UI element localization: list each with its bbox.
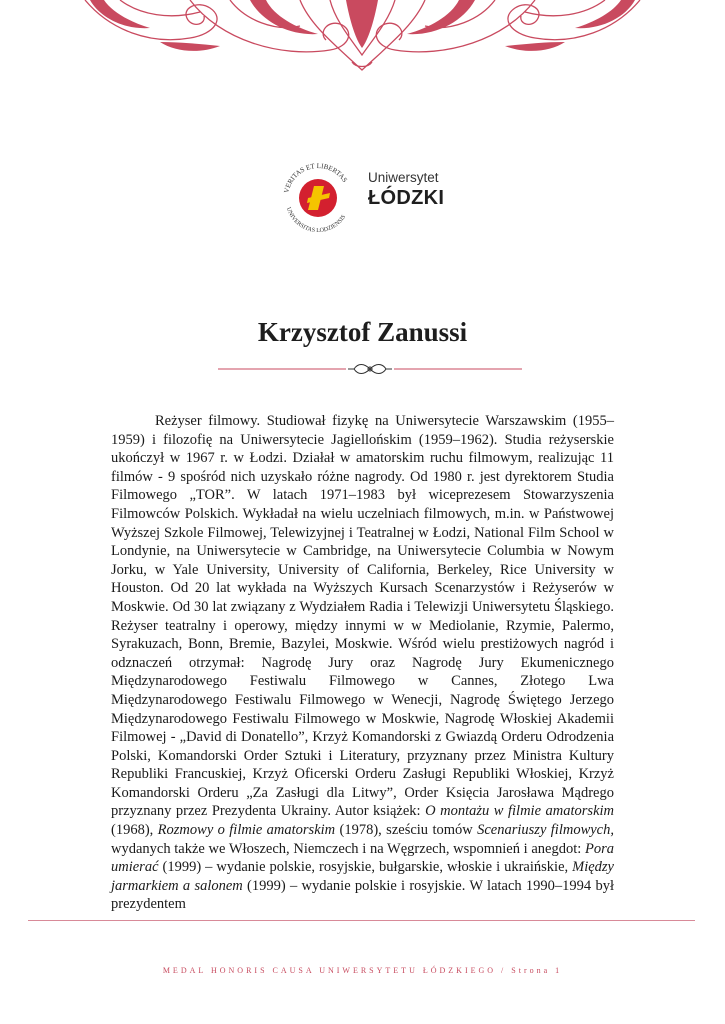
title-divider xyxy=(218,361,522,377)
logo-university-word: Uniwersytet xyxy=(368,170,439,185)
svg-text:UNIVERSITAS LODZIENSIS: UNIVERSITAS LODZIENSIS xyxy=(285,206,348,232)
book-title: Pora umierać xyxy=(111,840,614,876)
book-title: O montażu w filmie amatorskim xyxy=(425,803,615,820)
body-seg: (1978), sześciu tomów xyxy=(335,822,478,839)
footer-divider xyxy=(28,920,695,921)
page-title: Krzysztof Zanussi xyxy=(257,317,468,347)
page-footer: MEDAL HONORIS CAUSA UNIWERSYTETU ŁÓDZKIEGO / Strona 1 xyxy=(162,966,563,975)
body-seg: (1999) – wydanie polskie i rosyjskie. W latach 1990–1994 był prezydentem xyxy=(111,877,614,913)
biography-paragraph xyxy=(111,412,614,914)
university-logo xyxy=(278,160,458,232)
logo-city-word: ŁÓDZKI xyxy=(368,187,445,209)
book-title: Scenariuszy filmowych, xyxy=(477,822,614,839)
body-seg: Reżyser filmowy. Studiował fizykę na Uniwersytecie Warszawskim (1955–1959) i filozofię na Uniwersytecie Jagiellońskim (1959–1962). Studia reżyserskie ukończył w 1967 r. w Łodzi. Działał w amatorskim ruchu filmowym, realizując 11 filmów - 9 spośród nich uzyskało różne nagrody. Od 1980 r. jest dyrektorem Studia Filmowego „TOR”. W latach 1971–1983 był wiceprezesem Stowarzyszenia Filmowców Polskich. Wykładał na wielu uczelniach filmowych, m.in. w Państwowej Wyższej Szkole Filmowej, Telewizyjnej i Teatralnej w Łodzi, National Film School w Londynie, na Uniwersytecie w Cambridge, na Uniwersytecie Columbia w Nowym Jorku, w Yale University, University of California, Berkeley, Rice University w Houston. Od 20 lat wykłada na Wyższych Kursach Scenarzystów i Reżyserów w Moskwie. Od 30 lat związany z Wydziałem Radia i Telewizji Uniwersytetu Śląskiego. Reżyser teatralny i operowy, między innymi w w Mediolanie, Rzymie, Palermo, Syrakuzach, Bonn, Bremie, Bazylei, Moskwie. Wśród wielu prestiżowych nagród i odznaczeń otrzymał: Nagrodę Jury oraz Nagrodę Jury Ekumenicznego Międzynarodowego Festiwalu Filmowego w Cannes, Złotego Lwa Międzynarodowego Festiwalu Filmowego w Wenecji, Nagrodę Świętego Jerzego Międzynarodowego Festiwalu Filmowego w Moskwie, Nagrodę Włoskiej Akademii Filmowej - „David di Donatello”, Krzyż Komandorski z Gwiazdą Orderu Odrodzenia Polski, Komandorski Order Sztuki i Literatury, przyznany przez Ministra Kultury Republiki Francuskiej, Krzyż Oficerski Orderu Zasługi Republiki Włoskiej, Krzyż Komandorski Orderu „Za Zasługi dla Litwy”, Order Księcia Jarosława Mądrego przyznany przez Prezydenta Ukrainy. Autor książek: xyxy=(111,413,614,820)
biography-text xyxy=(111,412,614,914)
book-title: Między jarmarkiem a salonem xyxy=(111,859,614,894)
book-title: Rozmowy o filmie amatorskim xyxy=(157,822,336,839)
top-ornament xyxy=(0,0,725,75)
university-seal-icon xyxy=(278,160,358,232)
body-seg: wydanych także we Włoszech, Niemczech i na Węgrzech, wspomnień i anegdot: xyxy=(111,840,585,857)
svg-text:VERITAS ET LIBERTAS: VERITAS ET LIBERTAS xyxy=(282,161,349,194)
body-seg: (1968), xyxy=(111,822,158,839)
body-seg: (1999) – wydanie polskie, rosyjskie, bułgarskie, włoskie i ukraińskie, xyxy=(158,859,573,876)
